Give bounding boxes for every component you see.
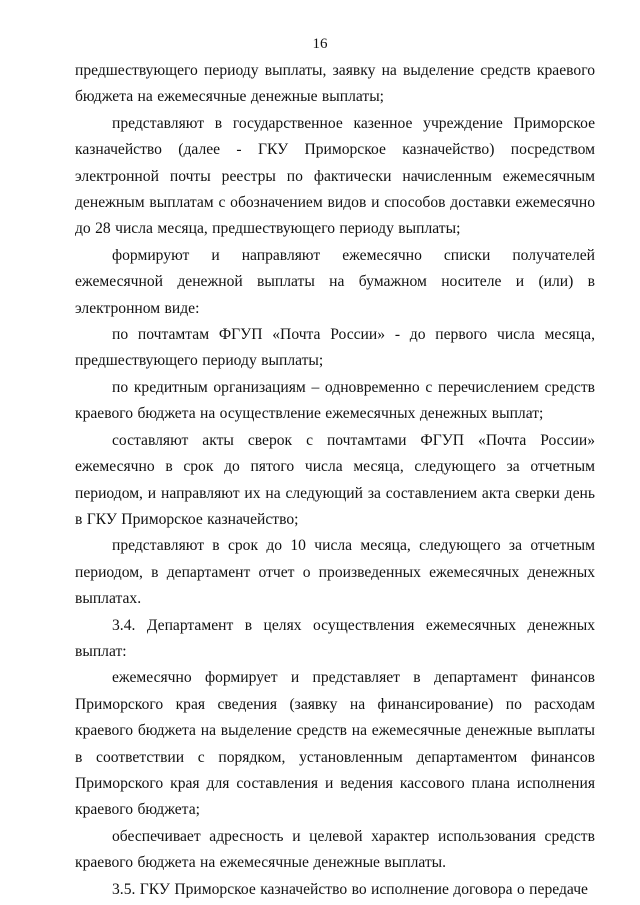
page-number: 16	[312, 36, 328, 52]
paragraph-financing-request: ежемесячно формирует и представляет в департамент финансов Приморского края сведения (заявку на финансирование) по расходам краевого бюджета на выделение средств на ежемесячные денежные выплаты в соответствии с порядком, установленным департаментом финансов Приморского края для составления и ведения кассового плана исполнения краевого бюджета;	[75, 669, 595, 819]
paragraph-credit-organizations: по кредитным организациям – одновременно с перечислением средств краевого бюджета на осуществление ежемесячных денежных выплат;	[75, 378, 595, 423]
paragraph-section-3-4: 3.4. Департамент в целях осуществления ежемесячных денежных выплат:	[75, 616, 595, 660]
paragraph-recipient-lists: формируют и направляют ежемесячно списки получателей ежемесячной денежной выплаты на бумажном носителе и (или) в электронном виде:	[75, 246, 595, 317]
document-body	[75, 58, 595, 903]
paragraph-targeted-use: обеспечивает адресность и целевой характер использования средств краевого бюджета на ежемесячные денежные выплаты.	[75, 827, 595, 872]
paragraph-reconciliation-acts: составляют акты сверок с почтамтами ФГУП «Почта России» ежемесячно в срок до пятого числа месяца, следующего за отчетным периодом, и направляют их на следующий за составлением акта сверки день в ГКУ Приморское казначейство;	[75, 431, 595, 528]
paragraph-report: представляют в срок до 10 числа месяца, следующего за отчетным периодом, в департамент отчет о произведенных ежемесячных денежных выплатах.	[75, 537, 595, 608]
paragraph-continuation: предшествующего периоду выплаты, заявку на выделение средств краевого бюджета на ежемесячные денежные выплаты;	[75, 62, 595, 106]
paragraph-section-3-5: 3.5. ГКУ Приморское казначейство во исполнение договора о передаче	[112, 880, 588, 898]
paragraph-registers: представляют в государственное казенное учреждение Приморское казначейство (далее - ГКУ Приморское казначейство) посредством электронной почты реестры по фактически начисленным ежемесячным денежным выплатам с обозначением видов и способов доставки ежемесячно до 28 числа месяца, предшествующего периоду выплаты;	[75, 114, 595, 238]
paragraph-post-offices: по почтамтам ФГУП «Почта России» - до первого числа месяца, предшествующего периоду выплаты;	[75, 326, 595, 370]
